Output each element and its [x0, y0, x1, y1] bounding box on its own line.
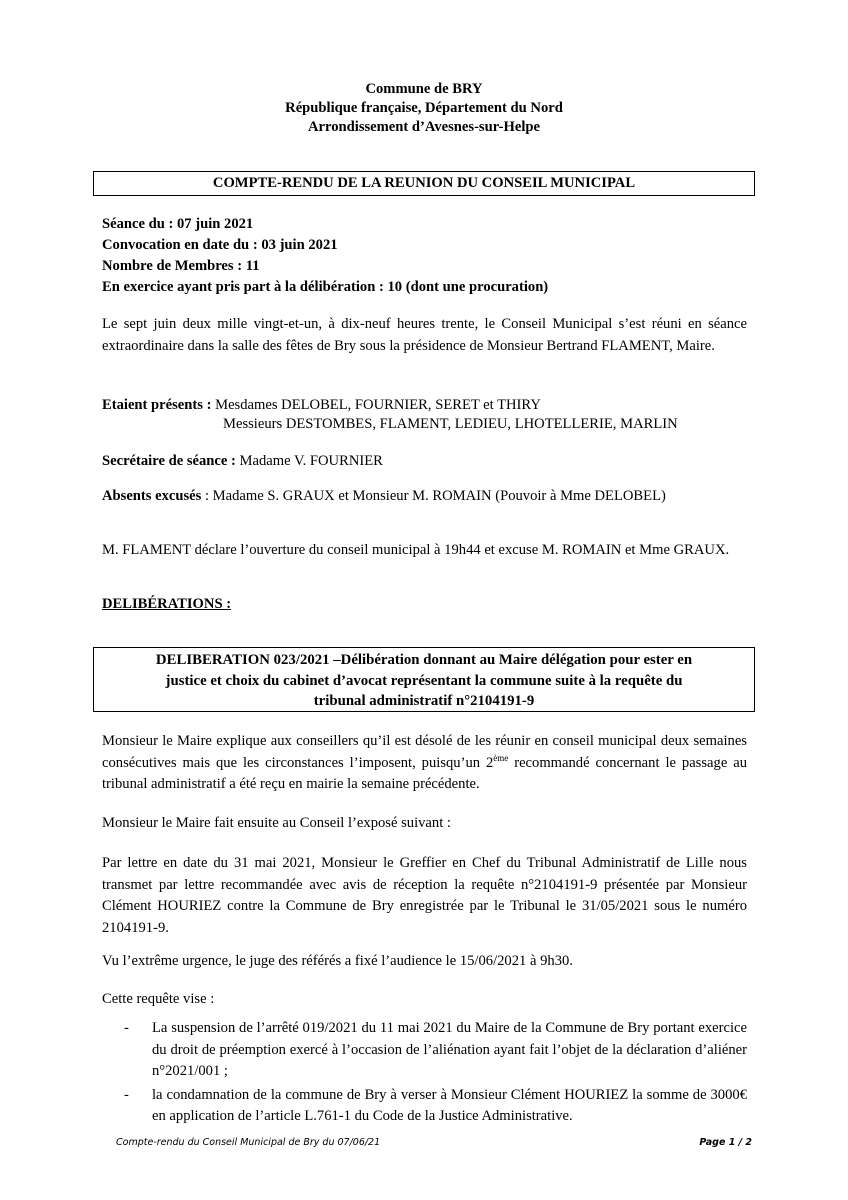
intro-paragraph: Le sept juin deux mille vingt-et-un, à dix-neuf heures trente, le Conseil Municipal s’est réuni en séance extraordinaire dans la salle des fêtes de Bry sous la présidence de Monsieur Bertrand FLAMENT, Maire.	[102, 316, 747, 354]
paragraph-maire-explique	[102, 731, 747, 796]
session-secretary	[102, 451, 383, 471]
header-commune: Commune de BRY	[365, 81, 483, 97]
footer-doc-title: Compte-rendu du Conseil Municipal de Bry du 07/06/21	[116, 1137, 381, 1148]
bullet-text: la condamnation de la commune de Bry à verser à Monsieur Clément HOURIEZ la somme de 3000€ en application de l’article L.761-1 du Code de la Justice Administrative.	[152, 1086, 747, 1124]
list-item	[102, 1085, 747, 1128]
bullet-marker: -	[124, 1020, 129, 1036]
bullet-marker: -	[124, 1086, 129, 1103]
paragraph-expose: Monsieur le Maire fait ensuite au Conseil l’exposé suivant :	[102, 815, 451, 831]
bullet-text: La suspension de l’arrêté 019/2021 du 11 mai 2021 du Maire de la Commune de Bry portant exercice du droit de préemption exercé à l’occasion de l’aliénation ayant fait l’objet de la déclaration d’aliéner n°2021/001 ;	[152, 1020, 747, 1079]
absents-label: Absents excusés	[102, 488, 202, 504]
absents-value: : Madame S. GRAUX et Monsieur M. ROMAIN (Pouvoir à Mme DELOBEL)	[201, 488, 666, 504]
deliberation-title-line3: tribunal administratif n°2104191-9	[313, 693, 535, 709]
report-title: COMPTE-RENDU DE LA REUNION DU CONSEIL MUNICIPAL	[93, 171, 755, 196]
attendees-present	[102, 396, 678, 434]
present-mesdames: Mesdames DELOBEL, FOURNIER, SERET et THIRY	[211, 397, 541, 413]
present-messieurs: Messieurs DESTOMBES, FLAMENT, LEDIEU, LHOTELLERIE, MARLIN	[223, 416, 678, 432]
header-republique: République française, Département du Nord	[285, 100, 563, 116]
secretary-value: Madame V. FOURNIER	[235, 453, 383, 469]
requete-bullet-list	[102, 1018, 747, 1130]
deliberations-heading: DELIBÉRATIONS :	[102, 596, 232, 612]
paragraph-lettre: Par lettre en date du 31 mai 2021, Monsieur le Greffier en Chef du Tribunal Administratif de Lille nous transmet par lettre recommandée avec avis de réception la requête n°2104191-9 présentée par Monsieur Clément HOURIEZ contre la Commune de Bry enregistrée par le Tribunal le 31/05/2021 sous le numéro 2104191-9.	[102, 855, 747, 936]
meta-convocation: Convocation en date du : 03 juin 2021	[102, 237, 338, 253]
meta-exercice: En exercice ayant pris part à la délibération : 10 (dont une procuration)	[102, 279, 549, 295]
present-label: Etaient présents :	[102, 397, 212, 413]
para1-text-a: Monsieur le Maire explique aux conseillers qu’il est désolé de les réunir en conseil municipal deux semaines consécutives mais que les circonstances l’imposent, puisqu’un 2	[102, 733, 747, 771]
opening-paragraph: M. FLAMENT déclare l’ouverture du conseil municipal à 19h44 et excuse M. ROMAIN et Mme GRAUX.	[102, 542, 730, 558]
paragraph-urgence: Vu l’extrême urgence, le juge des référés a fixé l’audience le 15/06/2021 à 9h30.	[102, 953, 573, 969]
header-arrondissement: Arrondissement d’Avesnes-sur-Helpe	[308, 119, 540, 135]
page-footer	[116, 1136, 752, 1150]
document-header	[0, 80, 848, 137]
deliberation-title-line1: DELIBERATION 023/2021 –Délibération donnant au Maire délégation pour ester en	[155, 652, 693, 668]
footer-page-number: Page 1 / 2	[699, 1137, 752, 1148]
session-meta	[102, 214, 548, 298]
para1-superscript: ème	[493, 752, 509, 763]
paragraph-requete-vise: Cette requête vise :	[102, 991, 215, 1007]
deliberation-title-line2: justice et choix du cabinet d’avocat représentant la commune suite à la requête du	[165, 672, 683, 689]
deliberation-title-box	[93, 647, 755, 712]
secretary-label: Secrétaire de séance :	[102, 453, 236, 469]
meta-membres: Nombre de Membres : 11	[102, 258, 260, 274]
excused-absents	[102, 486, 666, 506]
meta-seance: Séance du : 07 juin 2021	[102, 216, 254, 232]
para1-text-b: recommandé concernant le passage au tribunal administratif a été reçu en mairie la semaine précédente.	[102, 754, 747, 792]
list-item	[102, 1018, 747, 1083]
